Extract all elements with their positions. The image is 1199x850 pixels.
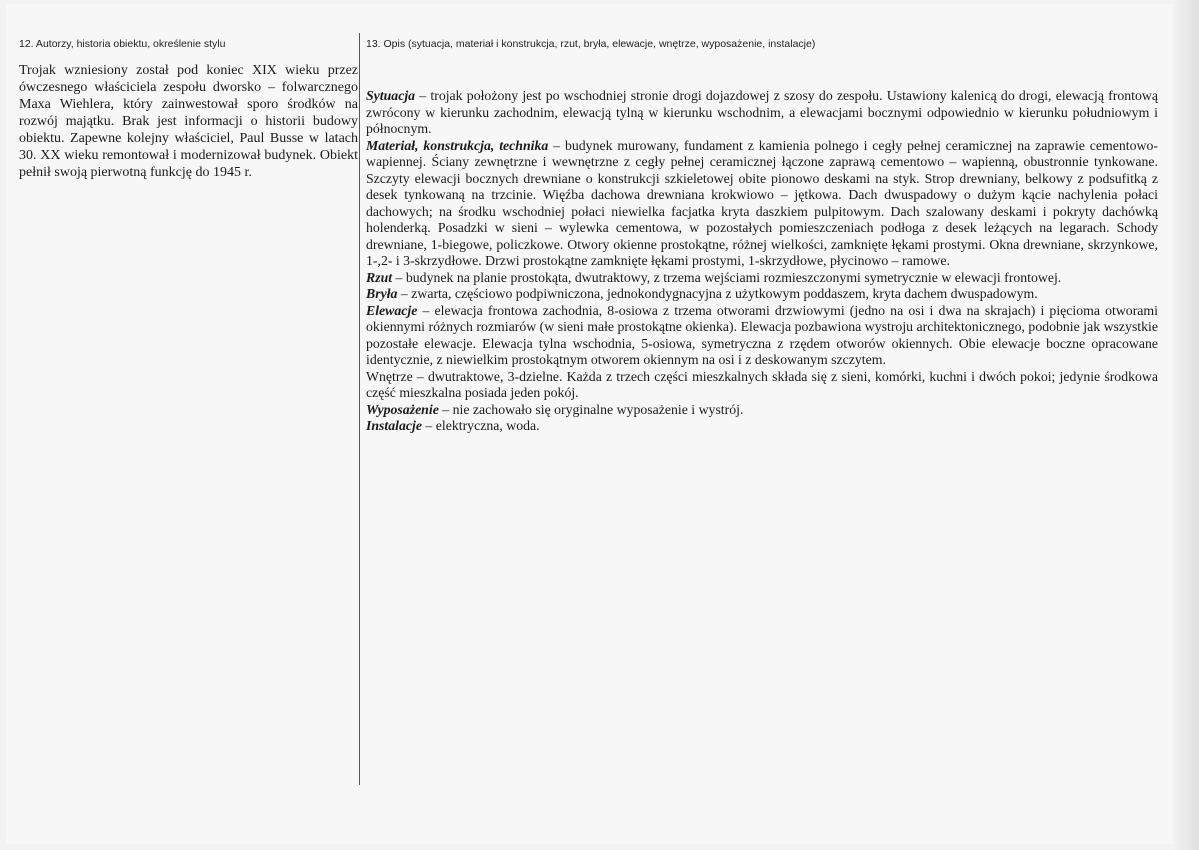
section-12-heading: 12. Autorzy, historia obiektu, określenie stylu: [19, 38, 226, 50]
paragraph-label: Instalacje: [366, 418, 422, 433]
paragraph-text: Wnętrze – dwutraktowe, 3-dzielne. Każda z trzech części mieszkalnych składa się z sieni, komórki, kuchni i dwóch pokoi; jedynie środkowa część mieszkalna posiada jeden pokój.: [366, 368, 1158, 400]
description-paragraph: [366, 418, 1158, 435]
paragraph-label: Rzut: [366, 269, 393, 285]
description-paragraph: [366, 270, 1158, 287]
description-text: [366, 88, 1158, 435]
paragraph-label: Materiał, konstrukcja, technika: [366, 137, 549, 153]
paragraph-label: Bryła: [366, 286, 398, 301]
paragraph-text: – elewacja frontowa zachodnia, 8-osiowa z trzema otworami drzwiowymi (jedno na osi i dwa na skrajach) i pięcioma otworami okiennymi różnych rozmiarów (w sieni małe prostokątne okienka). Elewacja pozbawiona wystroju architektonicznego, podobnie jak wszystkie pozostałe elewacje. Elewacja tylna wschodnia, 5-osiowa, symetryczna z rzędem otworów okiennych. Obie elewacje boczne opracowane identycznie, z niewielkim prostokątnym otworem okiennym na osi i z deskowanym szczytem.: [366, 302, 1158, 367]
description-paragraph: [366, 369, 1158, 402]
page-edge-shadow: [1173, 0, 1199, 850]
section-13-heading: 13. Opis (sytuacja, materiał i konstrukcja, rzut, bryła, elewacje, wnętrze, wyposażenie, instalacje): [366, 38, 816, 50]
paragraph-text: – budynek murowany, fundament z kamienia polnego i cegły pełnej ceramicznej na zaprawie cementowo-wapiennej. Ściany zewnętrzne i wewnętrzne z cegły pełnej ceramicznej łączone zaprawą cementowo – wapienną, obustronnie tynkowane. Szczyty elewacji bocznych drewniane o konstrukcji szkieletowej obite pionowo deskami na styk. Strop drewniany, belkowy z podsufitką z desek tynkowaną na trzcinie. Więźba dachowa drewniana krokwiowo – jętkowa. Dach dwuspadowy o dużym kącie nachylenia połaci dachowych; na środku wschodniej połaci niewielka facjatka kryta daszkiem pulpitowym. Dach szalowany deskami i pokryty dachówką holenderką. Posadzki w sieni – wylewka cementowa, w pozostałych pomieszczeniach podłoga z desek leżących na legarach. Schody drewniane, 1-biegowe, policzkowe. Otwory okienne prostokątne, różnej wielkości, zamknięte łękami prostymi. Okna drewniane, skrzynkowe, 1-,2- i 3-skrzydłowe. Drzwi prostokątne zamknięte łękami prostymi, 1-skrzydłowe, płycinowo – ramowe.: [366, 137, 1158, 268]
paragraph-text: – budynek na planie prostokąta, dwutraktowy, z trzema wejściami rozmieszczonymi symetrycznie w elewacji frontowej.: [392, 269, 1062, 285]
history-text: Trojak wzniesiony został pod koniec XIX wieku przez ówczesnego właściciela zespołu dworsko – folwarcznego Maxa Wiehlera, który zainwestował sporo środków na rozwój majątku. Brak jest informacji o historii budowy obiektu. Zapewne kolejny właściciel, Paul Busse w latach 30. XX wieku remontował i modernizował budynek. Obiekt pełnił swoją pierwotną funkcję do 1945 r.: [19, 63, 358, 180]
description-paragraph: [366, 88, 1158, 138]
paragraph-text: – zwarta, częściowo podpiwniczona, jednokondygnacyjna z użytkowym poddaszem, kryta dachem dwuspadowym.: [397, 286, 1038, 301]
description-paragraph: [366, 303, 1158, 369]
paragraph-text: – elektryczna, woda.: [421, 418, 540, 433]
column-divider: [359, 33, 360, 785]
paragraph-label: Wyposażenie: [366, 401, 439, 417]
paragraph-label: Elewacje: [366, 302, 418, 318]
description-paragraph: [366, 286, 1158, 303]
description-paragraph: [366, 138, 1158, 270]
paragraph-text: – trojak położony jest po wschodniej stronie drogi dojazdowej z szosy do zespołu. Ustawiony kalenicą do drogi, elewacją frontową zwrócony w kierunku zachodnim, elewacją tylną w kierunku wschodnim, a elewacjami bocznymi odpowiednio w kierunku południowym i północnym.: [366, 88, 1158, 136]
paragraph-label: Sytuacja: [366, 88, 416, 103]
paragraph-text: – nie zachowało się oryginalne wyposażenie i wystrój.: [438, 401, 744, 417]
description-paragraph: [366, 402, 1158, 419]
